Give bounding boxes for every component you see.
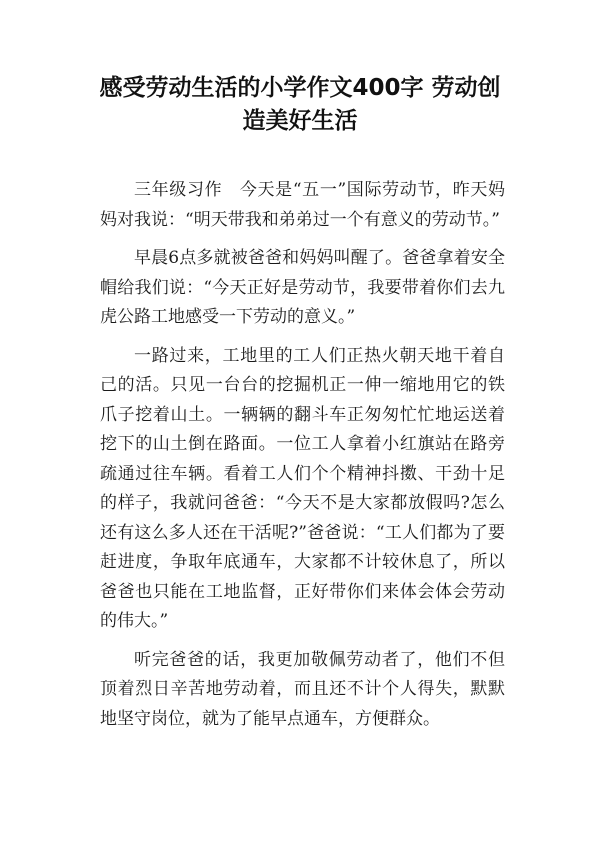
document-title: 感受劳动生活的小学作文400字 劳动创造美好生活 — [99, 75, 501, 134]
paragraph-4: 听完爸爸的话，我更加敬佩劳动者了，他们不但顶着烈日辛苦地劳动着，而且还不计个人得失，默默地坚守岗位，就为了能早点通车，方便群众。 — [100, 649, 505, 729]
paragraph-1: 三年级习作 今天是“五一”国际劳动节，昨天妈妈对我说：“明天带我和弟弟过一个有意义的劳动节。” — [100, 180, 505, 230]
paragraph-3: 一路过来，工地里的工人们正热火朝天地干着自己的活。只见一台台的挖掘机正一伸一缩地用它的铁爪子挖着山土。一辆辆的翻斗车正匆匆忙忙地运送着挖下的山土倒在路面。一位工人拿着小红旗站在路旁疏通过往车辆。看着工人们个个精神抖擞、干劲十足的样子，我就问爸爸：“今天不是大家都放假吗?怎么还有这么多人还在干活呢?”爸爸说：“工人们都为了要赶进度，争取年底通车，大家都不计较休息了，所以爸爸也只能在工地监督，正好带你们来体会体会劳动的伟大。” — [100, 345, 505, 631]
paragraph-2: 早晨6点多就被爸爸和妈妈叫醒了。爸爸拿着安全帽给我们说：“今天正好是劳动节，我要带着你们去九虎公路工地感受一下劳动的意义。” — [100, 248, 505, 327]
document-body — [100, 176, 505, 743]
